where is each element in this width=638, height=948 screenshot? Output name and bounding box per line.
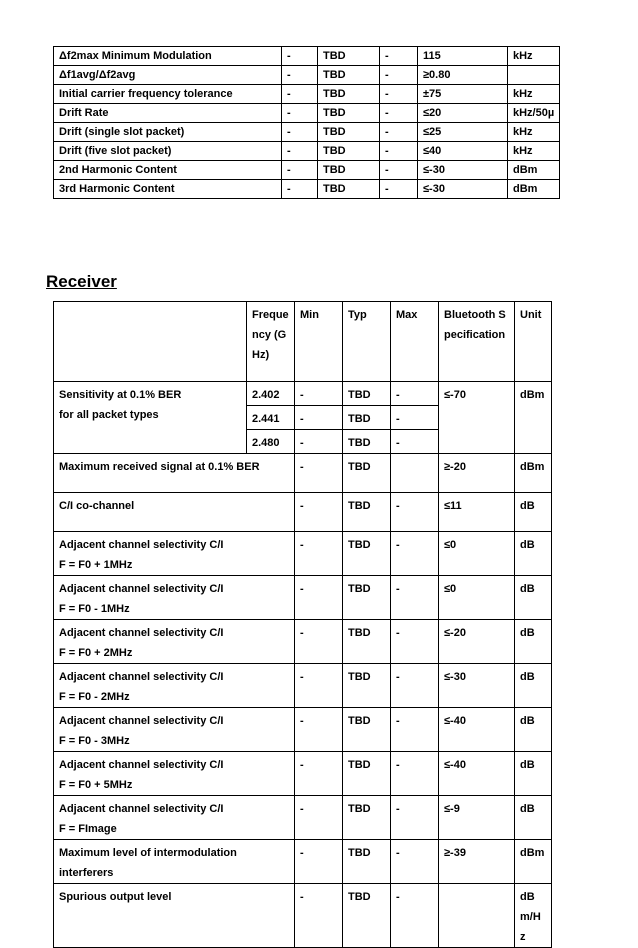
receiver-cell-min: - — [295, 576, 343, 620]
max-signal-label: Maximum received signal at 0.1% BER — [54, 454, 295, 493]
receiver-cell-max: - — [391, 708, 439, 752]
sensitivity-max: - — [391, 382, 439, 406]
transmitter-cell-min: - — [282, 180, 318, 199]
sensitivity-spec: ≤-70 — [439, 382, 515, 454]
receiver-cell-unit: dB — [515, 576, 552, 620]
receiver-cell-unit: dB — [515, 664, 552, 708]
transmitter-cell-param: Initial carrier frequency tolerance — [54, 85, 282, 104]
max-signal-unit: dBm — [515, 454, 552, 493]
transmitter-cell-min: - — [282, 142, 318, 161]
receiver-row — [54, 576, 552, 620]
transmitter-cell-param: Δf1avg/Δf2avg — [54, 66, 282, 85]
receiver-row-label — [54, 884, 295, 948]
receiver-cell-max: - — [391, 493, 439, 532]
transmitter-cell-max: - — [380, 180, 418, 199]
receiver-row-label — [54, 532, 295, 576]
receiver-cell-typ: TBD — [343, 884, 391, 948]
receiver-cell-max: - — [391, 884, 439, 948]
transmitter-row — [54, 161, 560, 180]
receiver-cell-min: - — [295, 620, 343, 664]
receiver-cell-typ: TBD — [343, 620, 391, 664]
sensitivity-typ: TBD — [343, 382, 391, 406]
receiver-row-label-line2: F = F0 + 1MHz — [59, 559, 133, 571]
receiver-row-label-line1: Maximum level of intermodulation — [59, 847, 237, 859]
receiver-cell-unit: dBm/Hz — [515, 884, 552, 948]
receiver-cell-unit: dB — [515, 752, 552, 796]
transmitter-cell-param: Drift (single slot packet) — [54, 123, 282, 142]
transmitter-row — [54, 85, 560, 104]
sensitivity-freq: 2.402 — [247, 382, 295, 406]
receiver-row-label-line2: F = F0 - 3MHz — [59, 735, 130, 747]
transmitter-row — [54, 142, 560, 161]
receiver-row — [54, 493, 552, 532]
transmitter-cell-spec: ±75 — [418, 85, 508, 104]
receiver-row-label-line2: F = F0 - 1MHz — [59, 603, 130, 615]
receiver-row-label — [54, 840, 295, 884]
receiver-cell-min: - — [295, 796, 343, 840]
max-signal-row — [54, 454, 552, 493]
sensitivity-unit: dBm — [515, 382, 552, 454]
header-frequency: Frequency (GHz) — [247, 302, 295, 382]
transmitter-cell-unit: dBm — [508, 161, 560, 180]
receiver-cell-typ: TBD — [343, 576, 391, 620]
receiver-table — [53, 301, 552, 948]
receiver-header-row — [54, 302, 552, 382]
transmitter-row — [54, 66, 560, 85]
max-signal-typ: TBD — [343, 454, 391, 493]
receiver-row-label-line1: Adjacent channel selectivity C/I — [59, 539, 224, 551]
receiver-row-label — [54, 796, 295, 840]
receiver-cell-min: - — [295, 752, 343, 796]
receiver-cell-min: - — [295, 840, 343, 884]
transmitter-cell-min: - — [282, 104, 318, 123]
header-typ: Typ — [343, 302, 391, 382]
transmitter-cell-spec: ≥0.80 — [418, 66, 508, 85]
sensitivity-max: - — [391, 406, 439, 430]
transmitter-cell-typ: TBD — [318, 180, 380, 199]
receiver-cell-unit: dB — [515, 532, 552, 576]
receiver-row-label — [54, 708, 295, 752]
receiver-cell-typ: TBD — [343, 796, 391, 840]
transmitter-cell-spec: 115 — [418, 47, 508, 66]
receiver-cell-spec: ≤0 — [439, 576, 515, 620]
header-min: Min — [295, 302, 343, 382]
receiver-row-label — [54, 620, 295, 664]
transmitter-row — [54, 47, 560, 66]
transmitter-cell-typ: TBD — [318, 47, 380, 66]
transmitter-cell-spec: ≤-30 — [418, 161, 508, 180]
receiver-cell-max: - — [391, 576, 439, 620]
receiver-row — [54, 664, 552, 708]
receiver-cell-unit: dB — [515, 493, 552, 532]
transmitter-cell-unit: kHz — [508, 85, 560, 104]
transmitter-cell-min: - — [282, 85, 318, 104]
sensitivity-label-line1: Sensitivity at 0.1% BER — [59, 389, 182, 401]
receiver-row-label-line1: Adjacent channel selectivity C/I — [59, 671, 224, 683]
transmitter-cell-max: - — [380, 161, 418, 180]
receiver-row-label-line1: Adjacent channel selectivity C/I — [59, 583, 224, 595]
sensitivity-max: - — [391, 430, 439, 454]
max-signal-max — [391, 454, 439, 493]
receiver-cell-typ: TBD — [343, 840, 391, 884]
receiver-row-label-line1: Adjacent channel selectivity C/I — [59, 627, 224, 639]
receiver-cell-max: - — [391, 796, 439, 840]
receiver-cell-max: - — [391, 840, 439, 884]
receiver-row-label-line2: F = F0 + 2MHz — [59, 647, 133, 659]
receiver-cell-spec: ≤0 — [439, 532, 515, 576]
receiver-row — [54, 796, 552, 840]
receiver-cell-spec: ≤-40 — [439, 708, 515, 752]
receiver-row — [54, 708, 552, 752]
receiver-row — [54, 620, 552, 664]
receiver-cell-typ: TBD — [343, 708, 391, 752]
receiver-cell-spec: ≤-9 — [439, 796, 515, 840]
transmitter-row — [54, 104, 560, 123]
receiver-row-label-line2: interferers — [59, 867, 114, 879]
transmitter-cell-min: - — [282, 161, 318, 180]
sensitivity-min: - — [295, 382, 343, 406]
transmitter-cell-max: - — [380, 104, 418, 123]
transmitter-cell-typ: TBD — [318, 85, 380, 104]
receiver-cell-unit: dB — [515, 620, 552, 664]
transmitter-cell-unit: kHz/50µ — [508, 104, 560, 123]
receiver-cell-max: - — [391, 752, 439, 796]
transmitter-cell-param: Δf2max Minimum Modulation — [54, 47, 282, 66]
sensitivity-freq: 2.441 — [247, 406, 295, 430]
receiver-cell-min: - — [295, 884, 343, 948]
receiver-cell-max: - — [391, 620, 439, 664]
receiver-row-label-line2: F = FImage — [59, 823, 117, 835]
receiver-cell-unit: dB — [515, 708, 552, 752]
transmitter-cell-param: 3rd Harmonic Content — [54, 180, 282, 199]
receiver-row-label — [54, 493, 295, 532]
sensitivity-row — [54, 382, 552, 406]
transmitter-cell-typ: TBD — [318, 104, 380, 123]
receiver-row-label-line1: Adjacent channel selectivity C/I — [59, 715, 224, 727]
receiver-row-label — [54, 752, 295, 796]
transmitter-cell-unit: dBm — [508, 180, 560, 199]
sensitivity-min: - — [295, 406, 343, 430]
receiver-cell-typ: TBD — [343, 532, 391, 576]
transmitter-cell-typ: TBD — [318, 161, 380, 180]
receiver-table-body — [54, 302, 552, 948]
transmitter-cell-max: - — [380, 142, 418, 161]
header-max: Max — [391, 302, 439, 382]
receiver-row — [54, 752, 552, 796]
receiver-row-label-line1: Spurious output level — [59, 891, 172, 903]
transmitter-cell-param: Drift Rate — [54, 104, 282, 123]
transmitter-cell-max: - — [380, 66, 418, 85]
receiver-cell-typ: TBD — [343, 493, 391, 532]
receiver-cell-spec: ≤-30 — [439, 664, 515, 708]
receiver-row — [54, 840, 552, 884]
transmitter-cell-spec: ≤25 — [418, 123, 508, 142]
receiver-cell-min: - — [295, 664, 343, 708]
receiver-row-label-line1: Adjacent channel selectivity C/I — [59, 803, 224, 815]
receiver-cell-min: - — [295, 708, 343, 752]
header-parameter-blank — [54, 302, 247, 382]
receiver-row-label-line2: F = F0 + 5MHz — [59, 779, 133, 791]
transmitter-cell-typ: TBD — [318, 66, 380, 85]
section-heading-receiver: Receiver — [46, 272, 117, 291]
transmitter-cell-spec: ≤20 — [418, 104, 508, 123]
transmitter-cell-spec: ≤-30 — [418, 180, 508, 199]
receiver-cell-spec: ≤11 — [439, 493, 515, 532]
receiver-cell-spec: ≤-20 — [439, 620, 515, 664]
sensitivity-freq: 2.480 — [247, 430, 295, 454]
header-bluetooth-spec: Bluetooth Specification — [439, 302, 515, 382]
receiver-row-label-line1: Adjacent channel selectivity C/I — [59, 759, 224, 771]
transmitter-cell-unit: kHz — [508, 142, 560, 161]
transmitter-cell-param: Drift (five slot packet) — [54, 142, 282, 161]
receiver-row-label — [54, 664, 295, 708]
max-signal-min: - — [295, 454, 343, 493]
transmitter-cell-unit — [508, 66, 560, 85]
receiver-cell-typ: TBD — [343, 752, 391, 796]
sensitivity-min: - — [295, 430, 343, 454]
receiver-cell-max: - — [391, 532, 439, 576]
receiver-cell-spec: ≥-39 — [439, 840, 515, 884]
transmitter-cell-min: - — [282, 123, 318, 142]
sensitivity-label — [54, 382, 247, 454]
transmitter-cell-min: - — [282, 66, 318, 85]
receiver-row-label-line2: F = F0 - 2MHz — [59, 691, 130, 703]
sensitivity-typ: TBD — [343, 430, 391, 454]
transmitter-cell-max: - — [380, 47, 418, 66]
receiver-row-label-line1: C/I co-channel — [59, 500, 135, 512]
receiver-row — [54, 884, 552, 948]
transmitter-cell-max: - — [380, 123, 418, 142]
receiver-row — [54, 532, 552, 576]
transmitter-cell-spec: ≤40 — [418, 142, 508, 161]
transmitter-cell-max: - — [380, 85, 418, 104]
transmitter-cell-typ: TBD — [318, 142, 380, 161]
transmitter-row — [54, 180, 560, 199]
receiver-cell-unit: dB — [515, 796, 552, 840]
receiver-row-label — [54, 576, 295, 620]
transmitter-cell-unit: kHz — [508, 123, 560, 142]
receiver-cell-spec: ≤-40 — [439, 752, 515, 796]
receiver-cell-typ: TBD — [343, 664, 391, 708]
sensitivity-label-line2: for all packet types — [59, 409, 159, 421]
transmitter-cell-typ: TBD — [318, 123, 380, 142]
transmitter-cell-unit: kHz — [508, 47, 560, 66]
header-unit: Unit — [515, 302, 552, 382]
receiver-cell-unit: dBm — [515, 840, 552, 884]
sensitivity-typ: TBD — [343, 406, 391, 430]
receiver-cell-max: - — [391, 664, 439, 708]
transmitter-table-body — [54, 47, 560, 199]
receiver-cell-min: - — [295, 493, 343, 532]
transmitter-row — [54, 123, 560, 142]
transmitter-table — [53, 46, 560, 199]
receiver-cell-spec — [439, 884, 515, 948]
transmitter-cell-param: 2nd Harmonic Content — [54, 161, 282, 180]
max-signal-spec: ≥-20 — [439, 454, 515, 493]
transmitter-cell-min: - — [282, 47, 318, 66]
receiver-cell-min: - — [295, 532, 343, 576]
